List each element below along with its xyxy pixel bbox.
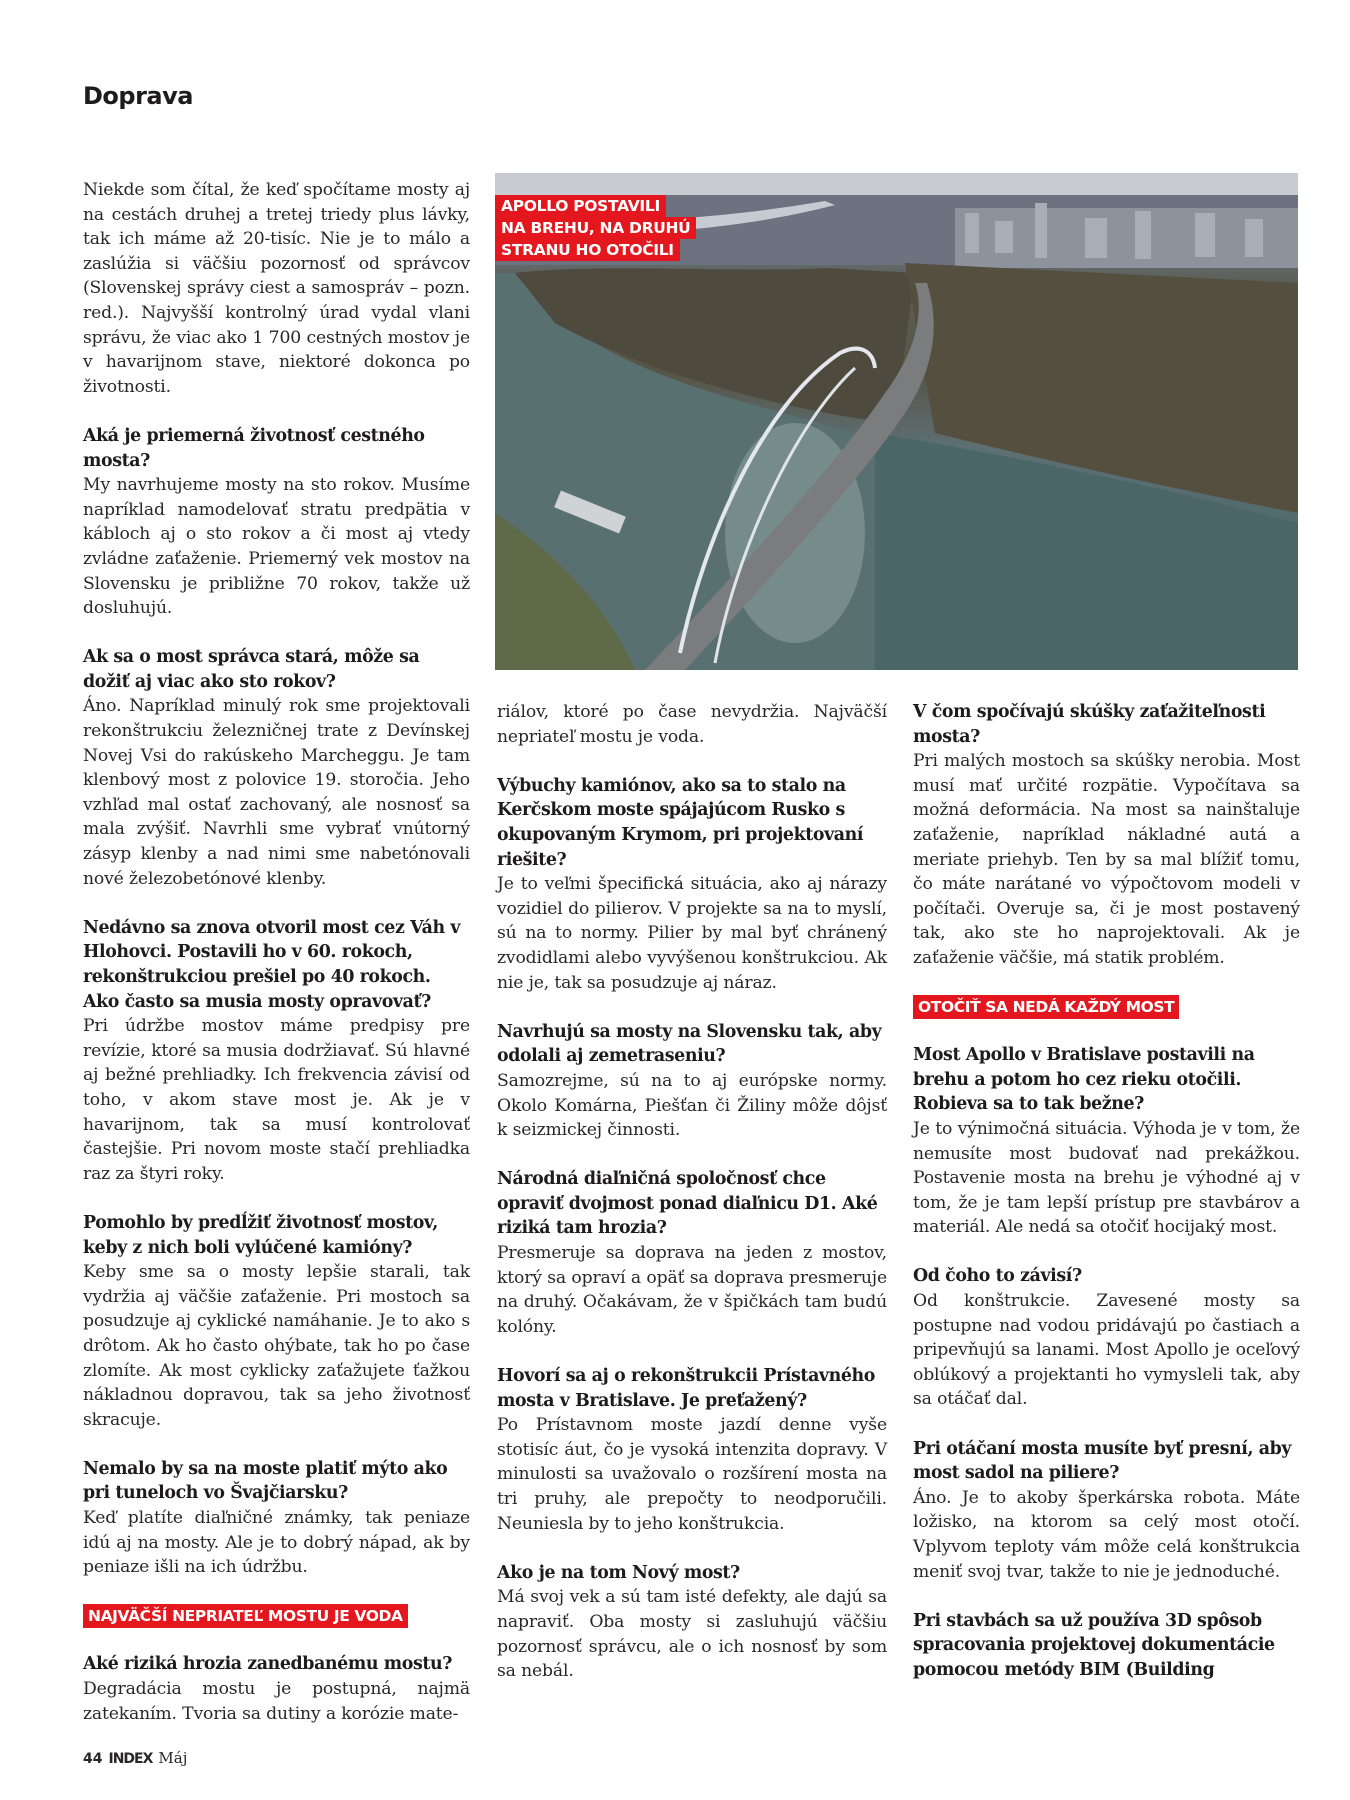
intro-paragraph: Niekde som čítal, že keď spočítame mosty aj na cestách druhej a tretej triedy plus lávky, tak ich máme až 20-tisíc. Nie je to málo a zaslúžia si väčšiu pozornosť od správcov (Slovenskej správy ciest a samospráv – pozn. red.). Najvyšší kontrolný úrad vydal vlani správu, že viac ako 1 700 cestných mostov je v havarijnom stave, niektoré dokonca po životnosti. — [83, 180, 470, 397]
column-2 — [497, 700, 887, 1684]
question: Aké riziká hrozia zanedbanému mostu? — [83, 1654, 453, 1675]
question: Pomohlo by predĺžiť životnosť mostov, keby z nich boli vylúčené kamióny? — [83, 1212, 438, 1258]
qa-block — [497, 774, 887, 995]
question: Ako je na tom Nový most? — [497, 1562, 740, 1583]
answer: Od konštrukcie. Zavesené mosty sa postupne nad vodou pridávajú po častiach a pripevňujú sa lanami. Most Apollo je oceľový oblúkový a projektanti ho vymysleli tak, aby sa otáčať dal. — [913, 1291, 1300, 1410]
question: Výbuchy kamiónov, ako sa to stalo na Kerčskom moste spájajúcom Rusko s okupovaným Krymom, pri projektovaní riešite? — [497, 775, 864, 870]
answer: Samozrejme, sú na to aj európske normy. Okolo Komárna, Piešťan či Žiliny môže dôjsť k seizmickej činnosti. — [497, 1070, 887, 1141]
qa-block — [497, 1364, 887, 1536]
qa-block — [913, 1437, 1300, 1585]
answer: Je to výnimočná situácia. Výhoda je v tom, že nemusíte most budovať nad prekážkou. Postavenie mosta na brehu je výhodné aj v tom, že je tam lepší prístup pre stavbárov a materiál. Ale nedá sa otočiť hocijaký most. — [913, 1118, 1300, 1238]
magazine-logo: INDEX — [108, 1751, 153, 1767]
caption-line: APOLLO POSTAVILI — [495, 195, 666, 217]
qa-block — [497, 1561, 887, 1684]
question: Hovorí sa aj o rekonštrukcii Prístavného mosta v Bratislave. Je preťažený? — [497, 1366, 875, 1411]
qa-block — [83, 916, 470, 1187]
question: Nemalo by sa na moste platiť mýto ako pri tuneloch vo Švajčiarsku? — [83, 1458, 448, 1504]
answer: Keby sme sa o mosty lepšie starali, tak vydržia aj väčšie zaťaženie. Pri mostoch sa posudzuje aj cyklické namáhanie. Je to ako s drôtom. Ak ho často ohýbate, tak ho po čase zlomíte. Ak most cyklicky zaťažujete ťažkou nákladnou dopravou, tak sa jeho životnosť skracuje. — [83, 1262, 470, 1430]
question: Národná diaľničná spoločnosť chce opraviť dvojmost ponad diaľnicu D1. Aké riziká tam hrozia? — [497, 1169, 878, 1239]
answer: Áno. Je to akoby šperkárska robota. Máte ložisko, na ktorom sa celý most otočí. Vplyvom teploty vám môže celá konštrukcia meniť svoj tvar, takže to nie je jednoduché. — [913, 1487, 1300, 1582]
question: Aká je priemerná životnosť cestného mosta? — [83, 425, 425, 471]
page-footer — [83, 1749, 187, 1767]
question: Navrhujú sa mosty na Slovensku tak, aby odolali aj zemetraseniu? — [497, 1021, 882, 1067]
kicker-label: NAJVÄČŠÍ NEPRIATEĽ MOSTU JE VODA — [83, 1604, 408, 1628]
answer: Degradácia mostu je postupná, najmä zatekaním. Tvoria sa dutiny a korózie mate- — [83, 1679, 470, 1724]
photo-caption — [495, 195, 696, 261]
qa-block — [83, 424, 470, 621]
page-number: 44 — [83, 1751, 103, 1767]
section-label: Doprava — [83, 82, 193, 110]
answer: Po Prístavnom moste jazdí denne vyše stotisíc áut, čo je vysoká intenzita dopravy. V minulosti sa uvažovalo o rozšírení mosta na tri pruhy, ale prepočty to neodporučili. Neuniesla by to jeho konštrukcia. — [497, 1415, 887, 1534]
answer: Má svoj vek a sú tam isté defekty, ale dajú sa napraviť. Oba mosty si zasluhujú väčšiu pozornosť správcu, ale o ich nosnosť by som sa nebál. — [497, 1587, 887, 1682]
answer: Je to veľmi špecifická situácia, ako aj nárazy vozidiel do pilierov. V projekte sa na to myslí, sú na to normy. Pilier by mal byť chránený zvodidlami alebo vyvýšenou konštrukciou. Ak nie je, tak sa posudzuje aj náraz. — [497, 874, 887, 993]
qa-block — [913, 1264, 1300, 1412]
answer: Pri malých mostoch sa skúšky nerobia. Most musí mať určité rozpätie. Vypočítava sa možná deformácia. Na most sa nainštaluje zaťaženie, napríklad nákladné autá a meriate priehyb. Ten by sa mal blížiť tomu, čo máte narátané vo výpočtovom modeli v počítači. Overuje sa, či je most postavený tak, ako ste ho naprojektovali. Ak je zaťaženie väčšie, má statik problém. — [913, 751, 1300, 968]
qa-block — [913, 700, 1300, 971]
qa-block — [913, 1043, 1300, 1240]
question: Ak sa o most správca stará, môže sa dožiť aj viac ako sto rokov? — [83, 647, 420, 692]
qa-block — [83, 645, 470, 891]
qa-block — [497, 1020, 887, 1143]
answer: My navrhujeme mosty na sto rokov. Musíme napríklad namodelovať stratu predpätia v kábloch aj o sto rokov a či most aj vtedy zvládne zaťaženie. Priemerný vek mostov na Slovensku je približne 70 rokov, takže už dosluhujú. — [83, 475, 470, 619]
qa-block — [83, 1652, 470, 1726]
answer: Keď platíte diaľničné známky, tak peniaze idú aj na mosty. Ale je to dobrý nápad, ak by peniaze išli na ich údržbu. — [83, 1508, 470, 1578]
caption-line: NA BREHU, NA DRUHÚ — [495, 217, 696, 239]
answer: Pri údržbe mostov máme predpisy pre revízie, ktoré sa musia dodržiavať. Sú hlavné aj bežné prehliadky. Ich frekvencia závisí od toho, v akom stave most je. Ak je v havarijnom, tak sa musí kontrolovať častejšie. Pri novom moste stačí prehliadka raz za štyri roky. — [83, 1016, 470, 1184]
issue-month: Máj — [158, 1749, 188, 1767]
kicker-label: OTOČIŤ SA NEDÁ KAŽDÝ MOST — [913, 995, 1179, 1019]
caption-line: STRANU HO OTOČILI — [495, 239, 680, 261]
qa-block — [83, 1211, 470, 1432]
trailing-question: Pri stavbách sa už používa 3D spôsob spracovania projektovej dokumentácie pomocou metódy BIM (Building — [913, 1610, 1275, 1680]
answer: Presmeruje sa doprava na jeden z mostov, ktorý sa opraví a opäť sa doprava presmeruje na druhý. Očakávam, že v špičkách tam budú kolóny. — [497, 1243, 887, 1337]
question: V čom spočívajú skúšky zaťažiteľnosti mosta? — [913, 702, 1266, 747]
question: Od čoho to závisí? — [913, 1266, 1082, 1287]
continuation-paragraph: riálov, ktoré po čase nevydržia. Najväčší nepriateľ mostu je voda. — [497, 702, 887, 747]
qa-block — [83, 1457, 470, 1580]
question: Nedávno sa znova otvoril most cez Váh v Hlohovci. Postavili ho v 60. rokoch, rekonštrukciou prešiel po 40 rokoch. Ako často sa musia mosty opravovať? — [83, 917, 461, 1012]
question: Most Apollo v Bratislave postavili na brehu a potom ho cez rieku otočili. Robieva sa to tak bežne? — [913, 1045, 1255, 1115]
answer: Áno. Napríklad minulý rok sme projektovali rekonštrukciu železničnej trate z Devínskej Novej Vsi do rakúskeho Marcheggu. Je tam klenbový most z polovice 19. storočia. Jeho vzhľad mal ostať zachovaný, ale nosnosť sa mala zvýšiť. Navrhli sme vybrať vnútorný zásyp klenby a nad nimi sme nabetónovali nové železobetónové klenby. — [83, 696, 470, 889]
qa-block — [497, 1167, 887, 1339]
column-1 — [83, 178, 470, 1726]
question: Pri otáčaní mosta musíte byť presní, aby most sadol na piliere? — [913, 1438, 1292, 1484]
column-3 — [913, 700, 1300, 1683]
